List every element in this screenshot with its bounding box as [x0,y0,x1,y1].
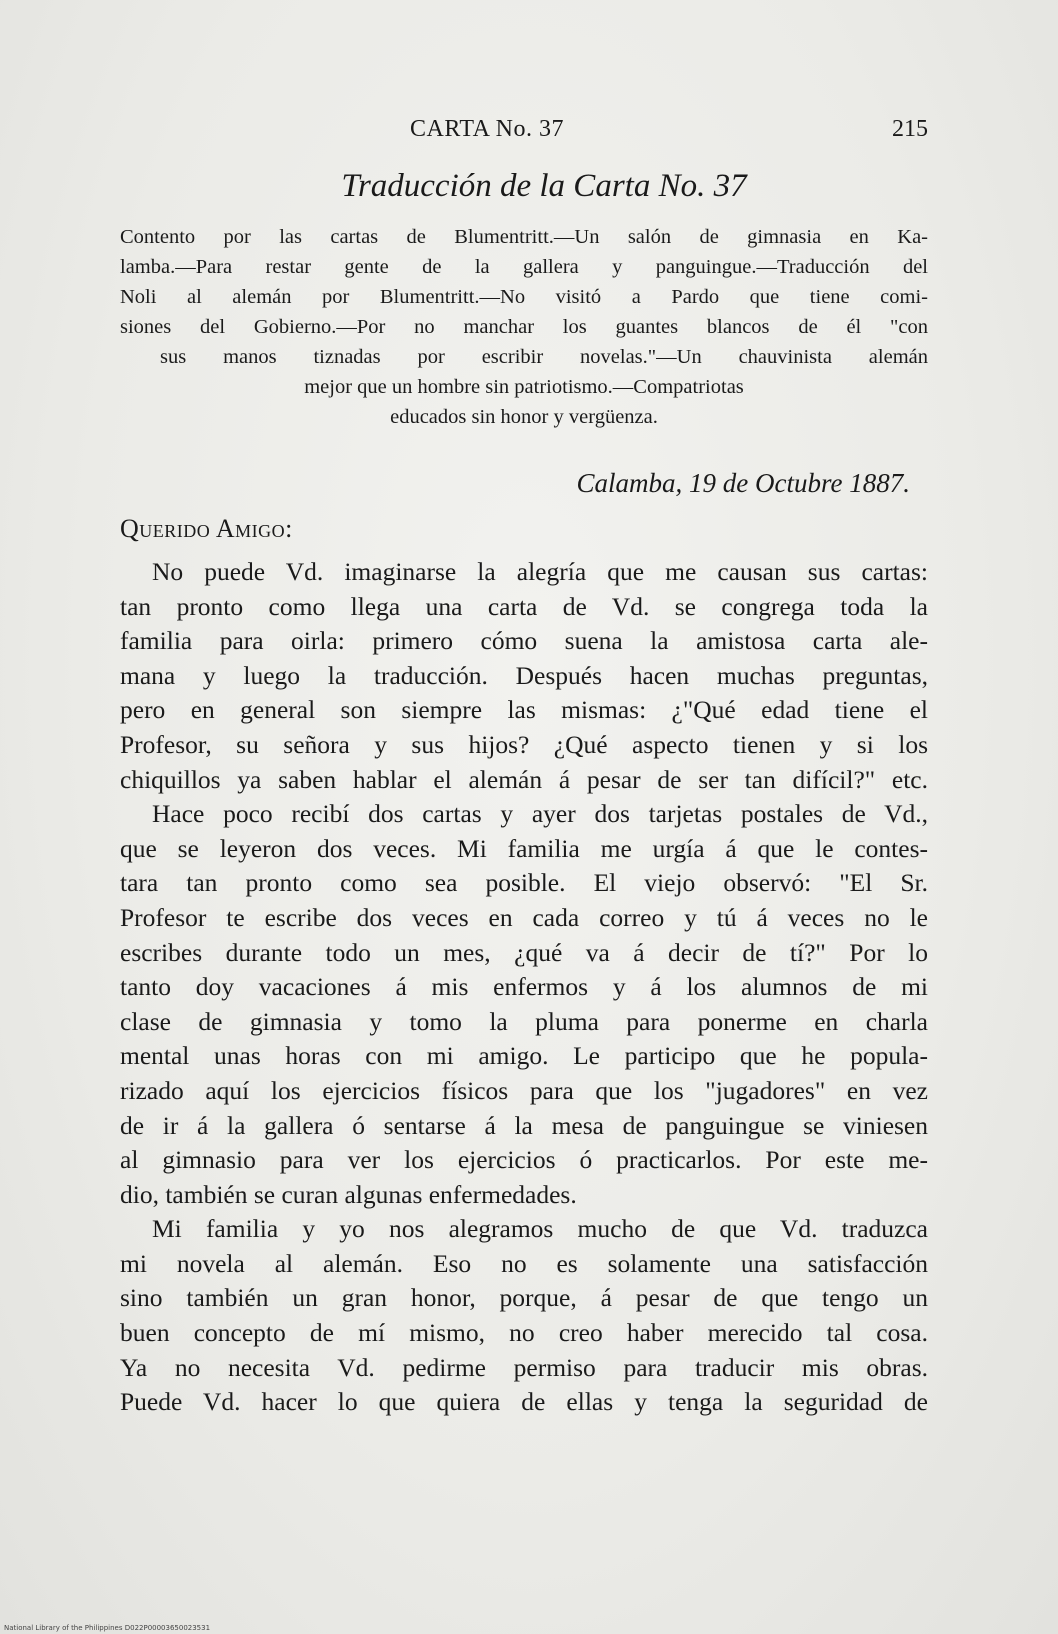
body-line: Hace poco recibí dos cartas y ayer dos tarjetas postales de Vd., [152,799,928,829]
body-line: al gimnasio para ver los ejercicios ó practicarlos. Por este me- [120,1145,928,1175]
summary-line: mejor que un hombre sin patriotismo.—Compatriotas [304,376,744,398]
summary-line: educados sin honor y vergüenza. [390,406,658,428]
body-line: familia para oirla: primero cómo suena la amistosa carta ale- [120,626,928,656]
body-line: pero en general son siempre las mismas: ¿"Qué edad tiene el [120,695,928,725]
body-line: mental unas horas con mi amigo. Le participo que he popula- [120,1041,928,1071]
summary-line: sus manos tiznadas por escribir novelas."—Un chauvinista alemán [160,346,928,368]
header-title: CARTA No. 37 [410,116,564,142]
body-line: que se leyeron dos veces. Mi familia me urgía á que le contes- [120,833,928,863]
body-line: mi novela al alemán. Eso no es solamente una satisfacción [120,1248,928,1278]
body-line: de ir á la gallera ó sentarse á la mesa de panguingue se viniesen [120,1110,928,1140]
scan-footer: National Library of the Philippines D022P00003650023531 [4,1624,211,1632]
body-line: No puede Vd. imaginarse la alegría que me causan sus cartas: [152,557,928,586]
body-line: tara tan pronto como sea posible. El viejo observó: "El Sr. [120,868,928,898]
body-line: Profesor, su señora y sus hijos? ¿Qué aspecto tienen y si los [120,729,928,759]
body-line: rizado aquí los ejercicios físicos para que los "jugadores" en vez [120,1075,928,1105]
salutation: Querido Amigo: [120,514,293,543]
body-line: Mi familia y yo nos alegramos mucho de que Vd. traduzca [152,1214,928,1244]
body-line: mana y luego la traducción. Después hacen muchas preguntas, [120,660,928,690]
body-line: dio, también se curan algunas enfermedades. [120,1179,577,1209]
body-line: Ya no necesita Vd. pedirme permiso para traducir mis obras. [120,1352,928,1382]
body-line: Profesor te escribe dos veces en cada correo y tú á veces no le [120,902,928,932]
place-date: Calamba, 19 de Octubre 1887. [576,468,910,498]
letter-summary [120,222,928,432]
body-line: buen concepto de mí mismo, no creo haber merecido tal cosa. [120,1318,928,1348]
document-title: Traducción de la Carta No. 37 [341,168,747,204]
body-line: chiquillos ya saben hablar el alemán á pesar de ser tan difícil?" etc. [120,764,928,794]
body-line: clase de gimnasia y tomo la pluma para ponerme en charla [120,1006,928,1036]
letter-body [120,555,928,1420]
page-number: 215 [892,116,928,142]
summary-line: Contento por las cartas de Blumentritt.—Un salón de gimnasia en Ka- [120,226,928,248]
running-header [120,116,928,156]
body-line: tanto doy vacaciones á mis enfermos y á los alumnos de mi [120,972,928,1002]
body-line: Puede Vd. hacer lo que quiera de ellas y tenga la seguridad de [120,1387,928,1417]
body-line: tan pronto como llega una carta de Vd. se congrega toda la [120,591,928,621]
body-line: sino también un gran honor, porque, á pesar de que tengo un [120,1283,928,1313]
summary-line: Noli al alemán por Blumentritt.—No visitó a Pardo que tiene comi- [120,286,928,308]
summary-line: siones del Gobierno.—Por no manchar los guantes blancos de él "con [120,316,928,338]
summary-line: lamba.—Para restar gente de la gallera y panguingue.—Traducción del [120,256,928,278]
body-line: escribes durante todo un mes, ¿qué va á decir de tí?" Por lo [120,937,928,967]
